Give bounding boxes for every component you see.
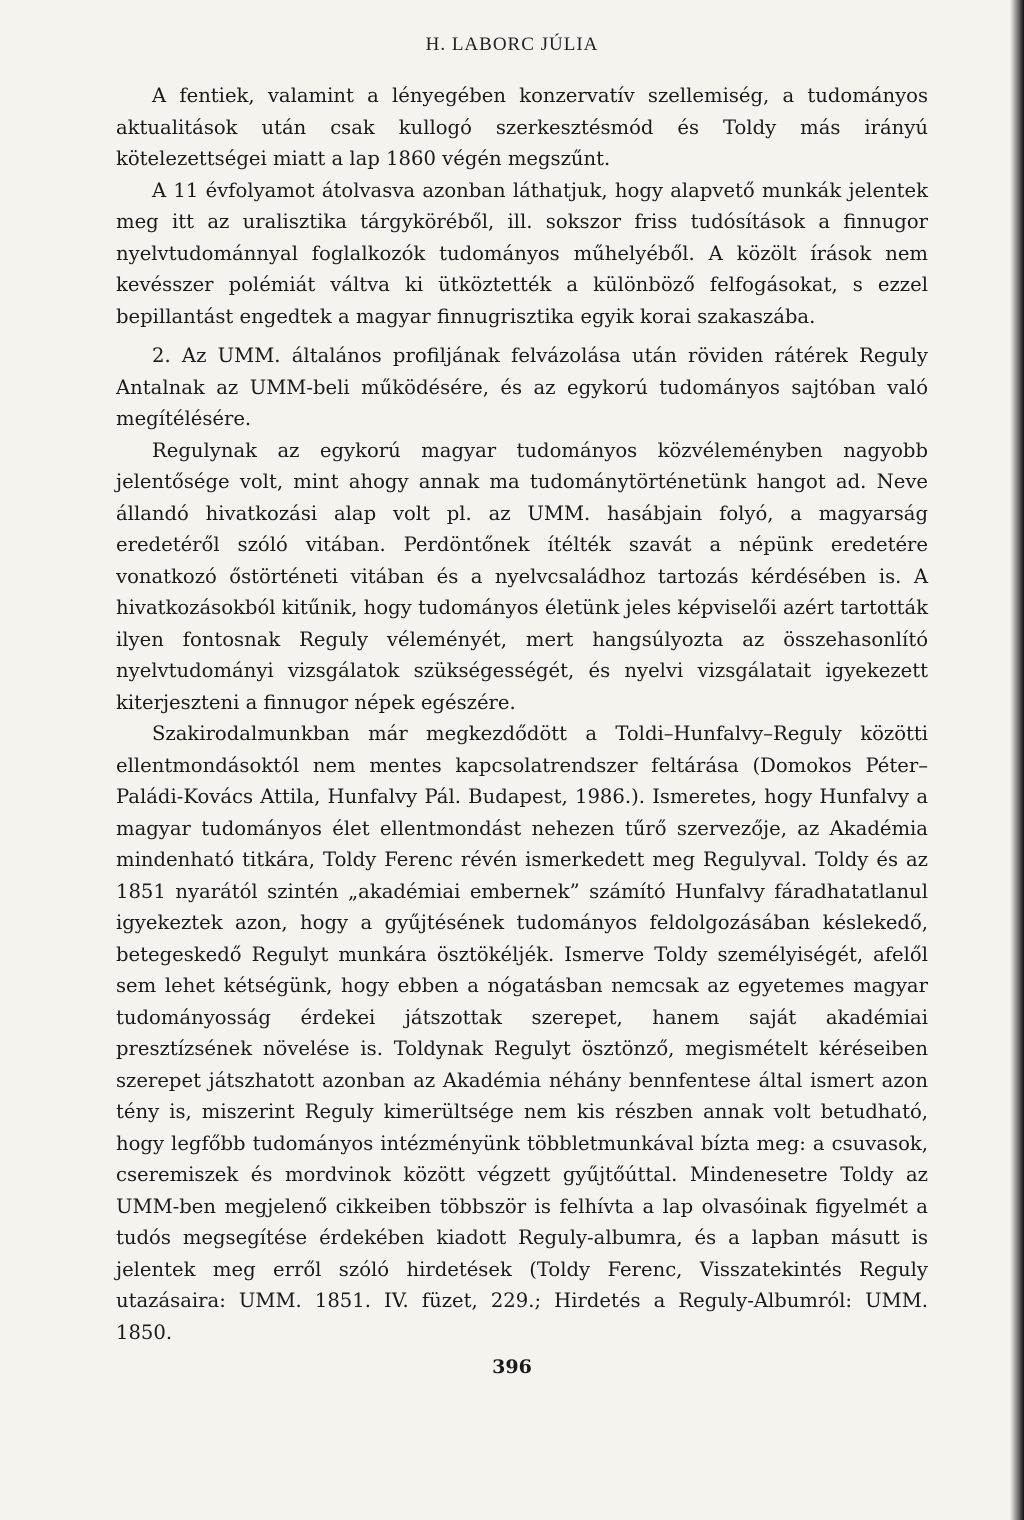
running-header: H. LABORC JÚLIA — [425, 34, 599, 55]
body-text — [116, 80, 928, 1348]
page-number: 396 — [492, 1356, 532, 1378]
paragraph: A 11 évfolyamot átolvasva azonban láthatjuk, hogy alapvető munkák jelentek meg itt az uralisztika tárgyköréből, ill. sokszor friss tudósítások a finnugor nyelvtudománnyal foglalkozók tudományos műhelyéből. A közölt írások nem kevésszer polémiát váltva ki ütköztették a különböző felfogásokat, s ezzel bepillantást engedtek a magyar finnugrisztika egyik korai szakaszába. — [116, 178, 928, 328]
paragraph: A fentiek, valamint a lényegében konzervatív szellemiség, a tudományos aktualitások után csak kullogó szerkesztésmód és Toldy más irányú kötelezettségei miatt a lap 1860 végén megszűnt. — [116, 84, 928, 170]
page-edge-shadow — [1010, 0, 1024, 1520]
section-paragraph: 2. Az UMM. általános profiljának felvázolása után röviden rátérek Reguly Antalnak az UMM-beli működésére, és az egykorú tudományos sajtóban való megítélésére. — [116, 344, 928, 430]
paragraph: Regulynak az egykorú magyar tudományos közvéleményben nagyobb jelentősége volt, mint ahogy annak ma tudománytörténetünk hangot ad. Neve állandó hivatkozási alap volt pl. az UMM. hasábjain folyó, a magyarság eredetéről szóló vitában. Perdöntőnek ítélték szavát a népünk eredetére vonatkozó őstörténeti vitában és a nyelvcsaládhoz tartozás kérdésében is. A hivatkozásokból kitűnik, hogy tudományos életünk jeles képviselői azért tartották ilyen fontosnak Reguly véleményét, mert hangsúlyozta az összehasonlító nyelvtudományi vizsgálatok szükségességét, és nyelvi vizsgálatait igyekezett kiterjeszteni a finnugor népek egészére. — [116, 438, 928, 714]
paragraph: Szakirodalmunkban már megkezdődött a Toldi–Hunfalvy–Reguly közötti ellentmondásoktól nem mentes kapcsolatrendszer feltárása (Domokos Péter–Paládi-Kovács Attila, Hunfalvy Pál. Budapest, 1986.). Ismeretes, hogy Hunfalvy a magyar tudományos élet ellentmondást nehezen tűrő szervezője, az Akadémia mindenható titkára, Toldy Ferenc révén ismerkedett meg Regulyval. Toldy és az 1851 nyarától szintén „akadémiai embernek” számító Hunfalvy fáradhatatlanul igyekeztek azon, hogy a gyűjtésének tudományos feldolgozásában késlekedő, betegeskedő Regulyt munkára ösztökéljék. Ismerve Toldy személyiségét, afelől sem lehet kétségünk, hogy ebben a nógatásban nemcsak az egyetemes magyar tudományosság érdekei játszottak szerepet, hanem saját akadémiai presztízsének növelése is. Toldynak Regulyt ösztönző, megismételt kéréseiben szerepet játszhatott azonban az Akadémia néhány bennfentese által ismert azon tény is, miszerint Reguly kimerültsége nem kis részben annak volt betudható, hogy legfőbb tudományos intézményünk többletmunkával bízta meg: a csuvasok, cseremiszek és mordvinok között végzett gyűjtőúttal. Mindenesetre Toldy az UMM-ben megjelenő cikkeiben többször is felhívta a lap olvasóinak figyelmét a tudós megsegítése érdekében kiadott Reguly-albumra, és a lapban másutt is jelentek meg erről szóló hirdetések (Toldy Ferenc, Visszatekintés Reguly utazásaira: UMM. 1851. IV. füzet, 229.; Hirdetés a Reguly-Albumról: UMM. 1850. — [116, 722, 928, 1344]
